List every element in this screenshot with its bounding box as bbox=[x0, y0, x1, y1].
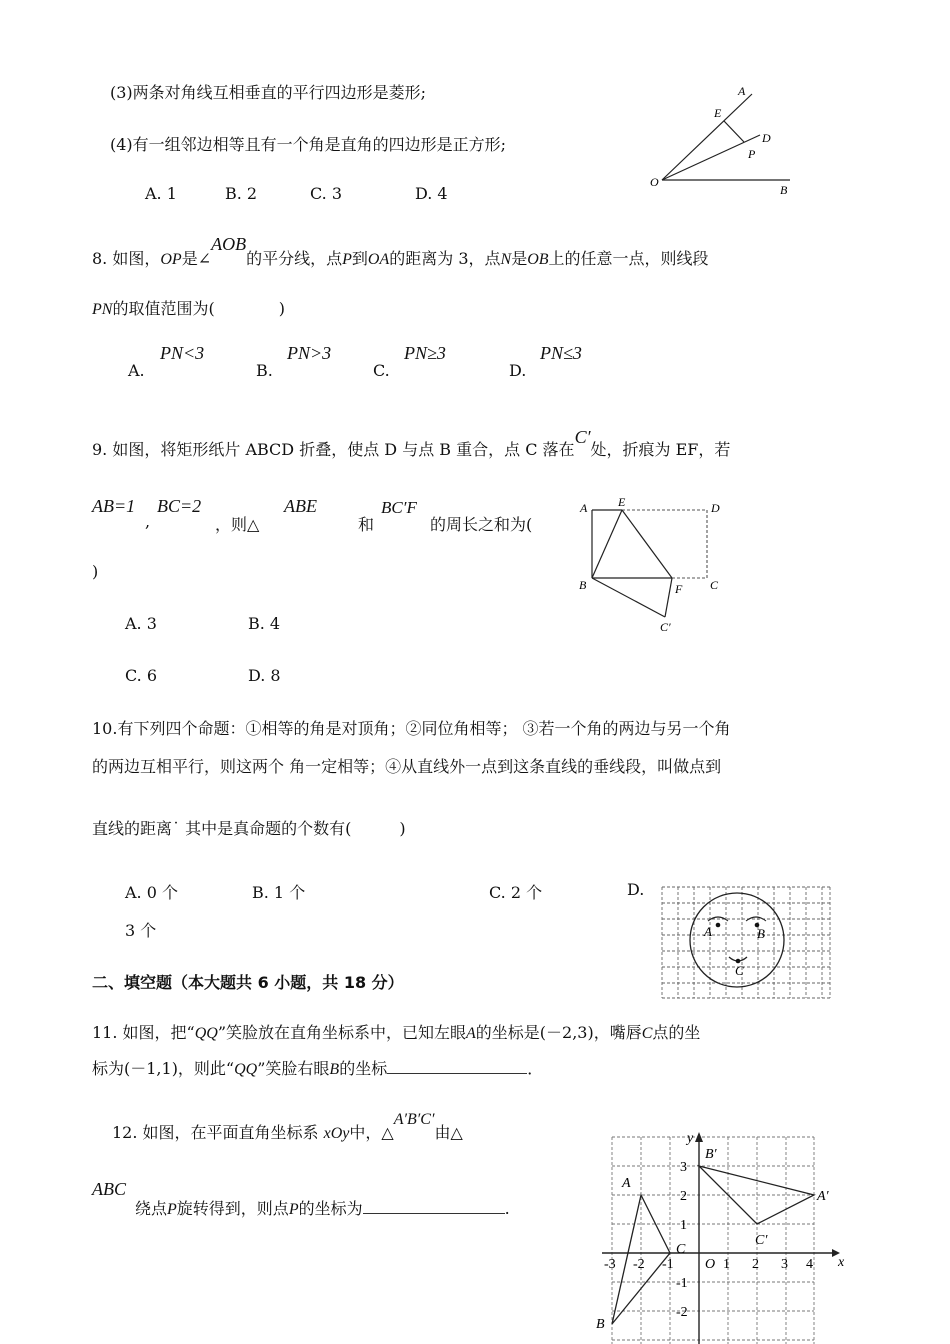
q10-option-b: B. 1 个 bbox=[252, 883, 306, 902]
q8-option-d-label: D. bbox=[509, 361, 527, 380]
q9-and: 和 bbox=[358, 515, 375, 534]
q12-line-1 bbox=[112, 1111, 463, 1143]
q8-pn: PN bbox=[92, 301, 113, 318]
q8-text: 的平分线，点 bbox=[246, 249, 343, 268]
q8-text: 的距离为 3，点 bbox=[389, 249, 501, 268]
y-tick-neg2: -2 bbox=[676, 1305, 688, 1320]
q9-option-b: B. 4 bbox=[248, 614, 281, 633]
x-tick-1: 1 bbox=[723, 1257, 730, 1272]
q10-line-3: 直线的距离˙ 其中是真命题的个数有( ) bbox=[92, 819, 406, 838]
q12-coordinate-figure bbox=[592, 1130, 850, 1344]
q10-line-1: 10.有下列四个命题：①相等的角是对顶角；②同位角相等； ③若一个角的两边与另一个角 bbox=[92, 719, 731, 738]
q12-p: P bbox=[288, 1201, 299, 1218]
x-tick-3: 3 bbox=[781, 1257, 788, 1272]
q12-line-2 bbox=[135, 1196, 510, 1219]
label-e: E bbox=[618, 495, 626, 509]
label-b-prime: B′ bbox=[705, 1147, 717, 1162]
q8-text: 是 bbox=[511, 249, 528, 268]
perpendicular-pe bbox=[724, 121, 744, 142]
q11-text: 的坐标是(－2,3)，嘴唇 bbox=[475, 1023, 642, 1042]
x-tick-4: 4 bbox=[806, 1257, 813, 1272]
x-tick-2: 2 bbox=[752, 1257, 759, 1272]
q9-perimeter: 的周长之和为( bbox=[430, 515, 533, 534]
q9-option-c: C. 6 bbox=[125, 666, 158, 685]
q9-comma: , bbox=[145, 512, 151, 531]
q10-option-d-label: D. bbox=[627, 880, 645, 899]
q12-text: 的坐标为 bbox=[298, 1199, 363, 1218]
q7-option-b: B. 2 bbox=[225, 184, 258, 203]
label-c: C bbox=[710, 578, 719, 592]
label-origin: O bbox=[705, 1257, 716, 1272]
right-eyebrow bbox=[746, 917, 766, 921]
label-b: B bbox=[780, 183, 788, 197]
label-p: P bbox=[748, 147, 756, 161]
x-tick-neg1: -1 bbox=[662, 1257, 674, 1272]
q9-rectangle-figure bbox=[572, 495, 732, 635]
label-a: A bbox=[704, 924, 712, 939]
q10-option-d-value: 3 个 bbox=[125, 921, 157, 940]
x-tick-neg3: -3 bbox=[604, 1257, 616, 1272]
triangle-apbpcp bbox=[699, 1166, 814, 1224]
q11-text: 标为(－1,1)，则此“ bbox=[92, 1059, 235, 1078]
q7-option-c: C. 3 bbox=[310, 184, 343, 203]
q8-line-2 bbox=[92, 296, 285, 319]
q12-text: 绕点 bbox=[135, 1199, 168, 1218]
label-a: A bbox=[580, 501, 588, 515]
segment-be bbox=[592, 510, 622, 578]
y-tick-1: 1 bbox=[680, 1218, 687, 1233]
q7-statement-3: (3)两条对角线互相垂直的平行四边形是菱形; bbox=[110, 83, 427, 102]
label-e: E bbox=[714, 106, 722, 120]
q8-text: 的取值范围为( ) bbox=[112, 299, 285, 318]
label-c-prime: C′ bbox=[660, 620, 671, 634]
q12-abc: ABC bbox=[92, 1179, 126, 1199]
q11-smiley-grid-figure bbox=[658, 883, 834, 1003]
q11-line-1 bbox=[92, 1020, 700, 1043]
q10-line-2: 的两边互相平行，则这两个 角一定相等；④从直线外一点到这条直线的垂线段，叫做点到 bbox=[92, 757, 722, 776]
q11-text: 11. 如图，把“ bbox=[92, 1023, 195, 1042]
q7-option-d: D. 4 bbox=[415, 184, 448, 203]
q8-option-c-label: C. bbox=[373, 361, 390, 380]
q8-p: P bbox=[342, 251, 352, 268]
label-a-prime: A′ bbox=[817, 1189, 829, 1204]
segment-c-prime-f bbox=[665, 578, 672, 617]
q11-text: 的坐标 bbox=[339, 1059, 388, 1078]
q8-text: 是∠ bbox=[181, 249, 212, 268]
crease-ef bbox=[622, 510, 672, 578]
q8-text: 到 bbox=[351, 249, 368, 268]
label-b: B bbox=[757, 926, 765, 941]
q9-abe: ABE bbox=[284, 496, 317, 516]
q9-option-a: A. 3 bbox=[125, 614, 157, 633]
q7-statement-4: (4)有一组邻边相等且有一个角是直角的四边形是正方形; bbox=[110, 135, 507, 154]
q9-close-paren: ) bbox=[92, 562, 99, 581]
q8-number: 8. 如图， bbox=[92, 249, 161, 268]
label-x: x bbox=[838, 1255, 845, 1270]
q9-option-d: D. 8 bbox=[248, 666, 281, 685]
q11-qq: QQ bbox=[234, 1061, 258, 1078]
q8-aob: AOB bbox=[211, 234, 247, 254]
q10-option-a: A. 0 个 bbox=[125, 883, 178, 902]
label-b: B bbox=[579, 578, 587, 592]
label-o: O bbox=[650, 175, 659, 189]
q8-op: OP bbox=[160, 251, 182, 268]
label-c: C bbox=[676, 1242, 686, 1257]
q9-bcf: BC′F bbox=[381, 498, 417, 517]
label-d: D bbox=[762, 131, 771, 145]
q8-line-1 bbox=[92, 234, 709, 269]
q9-text: 9. 如图，将矩形纸片 ABCD 折叠，使点 D 与点 B 重合，点 C 落在 bbox=[92, 440, 575, 459]
q12-p: P bbox=[167, 1201, 177, 1218]
q11-qq: QQ bbox=[194, 1025, 218, 1042]
section-heading: 二、填空题（本大题共 6 小题，共 18 分） bbox=[92, 973, 404, 992]
y-axis-arrow-icon bbox=[695, 1132, 703, 1142]
q8-ob: OB bbox=[527, 251, 549, 268]
q9-text: 处，折痕为 EF，若 bbox=[590, 440, 731, 459]
q8-n: N bbox=[500, 251, 512, 268]
q11-answer-blank[interactable] bbox=[387, 1059, 527, 1074]
q8-option-a-label: A. bbox=[128, 361, 145, 380]
label-b: B bbox=[596, 1317, 605, 1332]
left-eye-a bbox=[716, 923, 721, 928]
q12-text: 由△ bbox=[434, 1123, 463, 1142]
q12-text: 中，△ bbox=[349, 1123, 394, 1142]
label-a: A bbox=[622, 1176, 631, 1191]
q8-option-a: PN<3 bbox=[160, 343, 205, 363]
q11-line-2 bbox=[92, 1056, 543, 1079]
q9-then: ，则△ bbox=[215, 515, 260, 534]
q12-text: 12. 如图，在平面直角坐标系 bbox=[112, 1123, 319, 1142]
q8-oa: OA bbox=[367, 251, 390, 268]
q11-text: 点的坐 bbox=[652, 1023, 701, 1042]
q12-text: . bbox=[504, 1199, 510, 1218]
q11-a: A bbox=[466, 1025, 476, 1042]
q12-apbpcp: A′B′C′ bbox=[393, 1111, 435, 1128]
q9-c-prime: C′ bbox=[574, 427, 591, 447]
x-tick-neg2: -2 bbox=[633, 1257, 645, 1272]
q12-text: 旋转得到，则点 bbox=[176, 1199, 289, 1218]
y-tick-neg1: -1 bbox=[676, 1276, 688, 1291]
q9-ab-eq: AB=1 bbox=[92, 496, 136, 516]
q11-text: ”笑脸右眼 bbox=[257, 1059, 330, 1078]
q7-angle-figure bbox=[640, 80, 800, 200]
segment-bc-prime bbox=[592, 578, 665, 617]
y-tick-labels bbox=[676, 1160, 688, 1320]
ray-od bbox=[662, 135, 760, 180]
q7-option-a: A. 1 bbox=[145, 184, 177, 203]
label-f: F bbox=[675, 582, 683, 596]
q9-line-1 bbox=[92, 427, 731, 460]
q8-option-b-label: B. bbox=[256, 361, 273, 380]
q8-text: 上的任意一点，则线段 bbox=[548, 249, 709, 268]
q12-xoy: xOy bbox=[323, 1125, 350, 1142]
label-c-prime: C′ bbox=[755, 1233, 768, 1248]
q11-b: B bbox=[329, 1061, 340, 1078]
q11-c: C bbox=[641, 1025, 653, 1042]
q8-option-d: PN≤3 bbox=[540, 343, 582, 363]
label-y: y bbox=[687, 1131, 694, 1146]
q9-bc-eq: BC=2 bbox=[157, 496, 202, 516]
label-a: A bbox=[738, 84, 746, 98]
label-c: C bbox=[735, 963, 744, 978]
grid bbox=[612, 1137, 814, 1344]
y-tick-2: 2 bbox=[680, 1189, 687, 1204]
q10-option-c: C. 2 个 bbox=[489, 883, 543, 902]
q11-text: ”笑脸放在直角坐标系中，已知左眼 bbox=[217, 1023, 467, 1042]
label-d: D bbox=[711, 501, 720, 515]
y-tick-3: 3 bbox=[680, 1160, 687, 1175]
q11-text: ． bbox=[527, 1059, 544, 1078]
grid bbox=[662, 887, 830, 998]
q8-option-b: PN>3 bbox=[287, 343, 332, 363]
q12-answer-blank[interactable] bbox=[363, 1199, 505, 1214]
q8-option-c: PN≥3 bbox=[404, 343, 446, 363]
